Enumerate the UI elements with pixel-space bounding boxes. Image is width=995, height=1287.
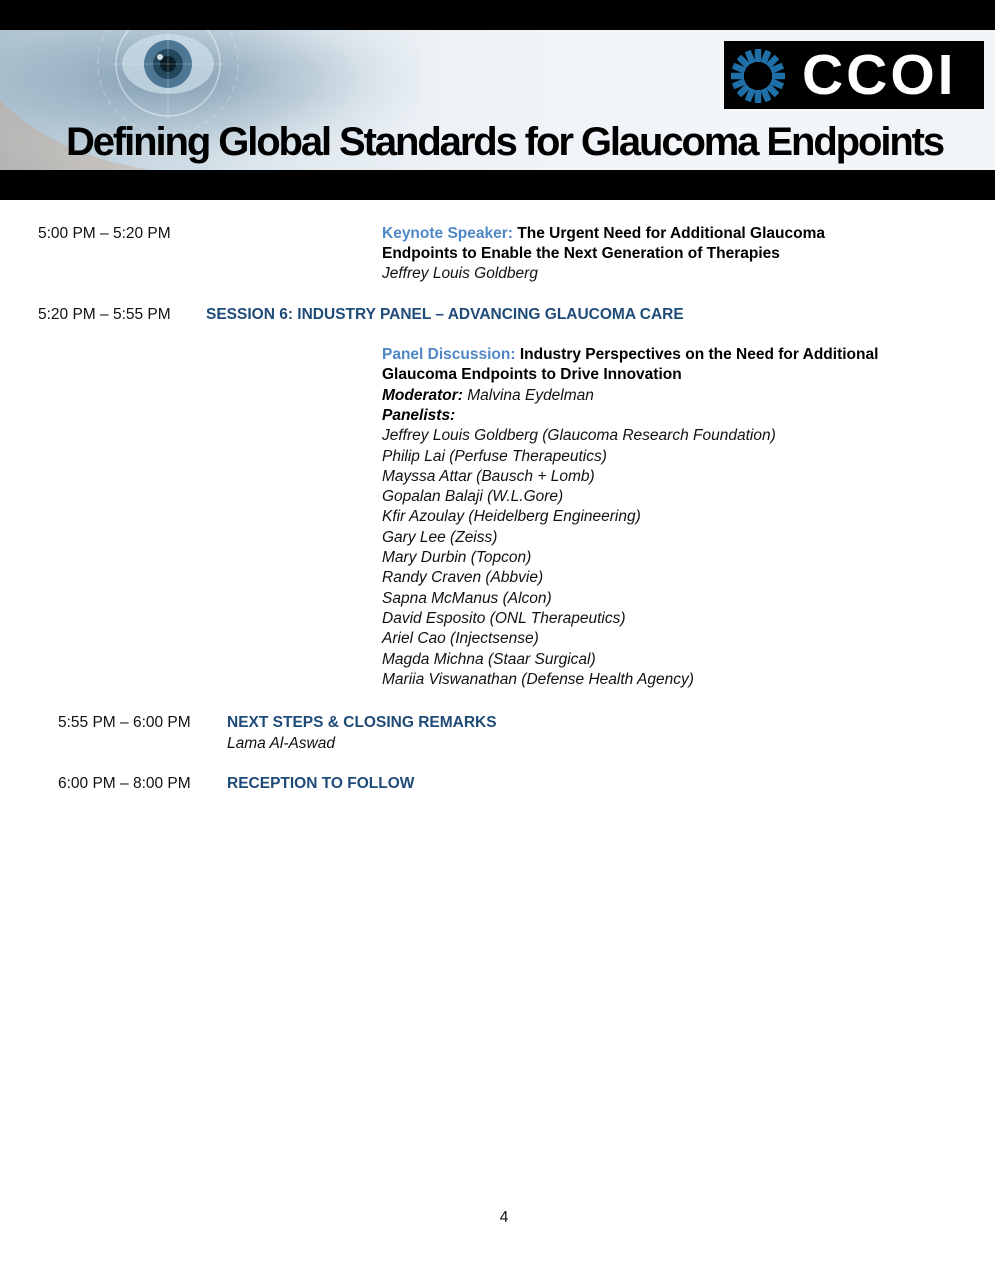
panelist-item: Randy Craven (Abbvie) bbox=[382, 569, 544, 586]
panelist-item: Sapna McManus (Alcon) bbox=[382, 590, 552, 607]
panelist-item: Jeffrey Louis Goldberg (Glaucoma Research Foundation) bbox=[382, 427, 776, 444]
logo-text: CCOI bbox=[802, 43, 957, 107]
moderator-name: Malvina Eydelman bbox=[462, 387, 594, 404]
keynote-title-line1 bbox=[382, 224, 825, 244]
closing-speaker: Lama Al-Aswad bbox=[227, 735, 335, 752]
page-number: 4 bbox=[499, 1209, 509, 1226]
panel-title-line2: Glaucoma Endpoints to Drive Innovation bbox=[382, 366, 682, 383]
reception-heading: RECEPTION TO FOLLOW bbox=[227, 775, 415, 792]
page-title: Defining Global Standards for Glaucoma Endpoints bbox=[66, 120, 944, 164]
panelist-item: Magda Michna (Staar Surgical) bbox=[382, 650, 596, 668]
header-top-bar bbox=[0, 0, 995, 30]
keynote-title-line2: Endpoints to Enable the Next Generation of Therapies bbox=[382, 245, 780, 262]
panel-label: Panel Discussion: bbox=[382, 346, 516, 363]
session6-heading: SESSION 6: INDUSTRY PANEL – ADVANCING GLAUCOMA CARE bbox=[206, 306, 684, 323]
panelist-item: Ariel Cao (Injectsense) bbox=[382, 630, 539, 647]
header-banner bbox=[0, 30, 995, 170]
panelist-item: Mary Durbin (Topcon) bbox=[382, 549, 532, 566]
keynote-time: 5:00 PM – 5:20 PM bbox=[38, 225, 171, 242]
panelist-item: Mariia Viswanathan (Defense Health Agency) bbox=[382, 671, 694, 688]
panelist-item: Gopalan Balaji (W.L.Gore) bbox=[382, 488, 564, 505]
session6-time: 5:20 PM – 5:55 PM bbox=[38, 306, 171, 323]
panel-title-part1: Industry Perspectives on the Need for Additional bbox=[515, 346, 879, 363]
keynote-label: Keynote Speaker: bbox=[382, 225, 513, 242]
ccoi-logo bbox=[724, 41, 984, 109]
panelist-item: Philip Lai (Perfuse Therapeutics) bbox=[382, 447, 607, 465]
panelists-label: Panelists: bbox=[382, 407, 456, 424]
logo-mark-icon bbox=[729, 47, 787, 105]
keynote-speaker: Jeffrey Louis Goldberg bbox=[382, 265, 538, 282]
panelist-item: Gary Lee (Zeiss) bbox=[382, 529, 498, 546]
closing-heading: NEXT STEPS & CLOSING REMARKS bbox=[227, 714, 497, 731]
panelist-item: Mayssa Attar (Bausch + Lomb) bbox=[382, 468, 595, 485]
moderator-label: Moderator: bbox=[382, 387, 463, 404]
keynote-title-part1: The Urgent Need for Additional Glaucoma bbox=[512, 225, 825, 242]
panel-title-line1 bbox=[382, 345, 878, 365]
closing-time: 5:55 PM – 6:00 PM bbox=[58, 714, 191, 731]
panelist-item: David Esposito (ONL Therapeutics) bbox=[382, 610, 626, 627]
panelist-item: Kfir Azoulay (Heidelberg Engineering) bbox=[382, 508, 641, 525]
moderator-line bbox=[382, 386, 594, 406]
header-bottom-bar bbox=[0, 170, 995, 200]
reception-time: 6:00 PM – 8:00 PM bbox=[58, 775, 191, 792]
